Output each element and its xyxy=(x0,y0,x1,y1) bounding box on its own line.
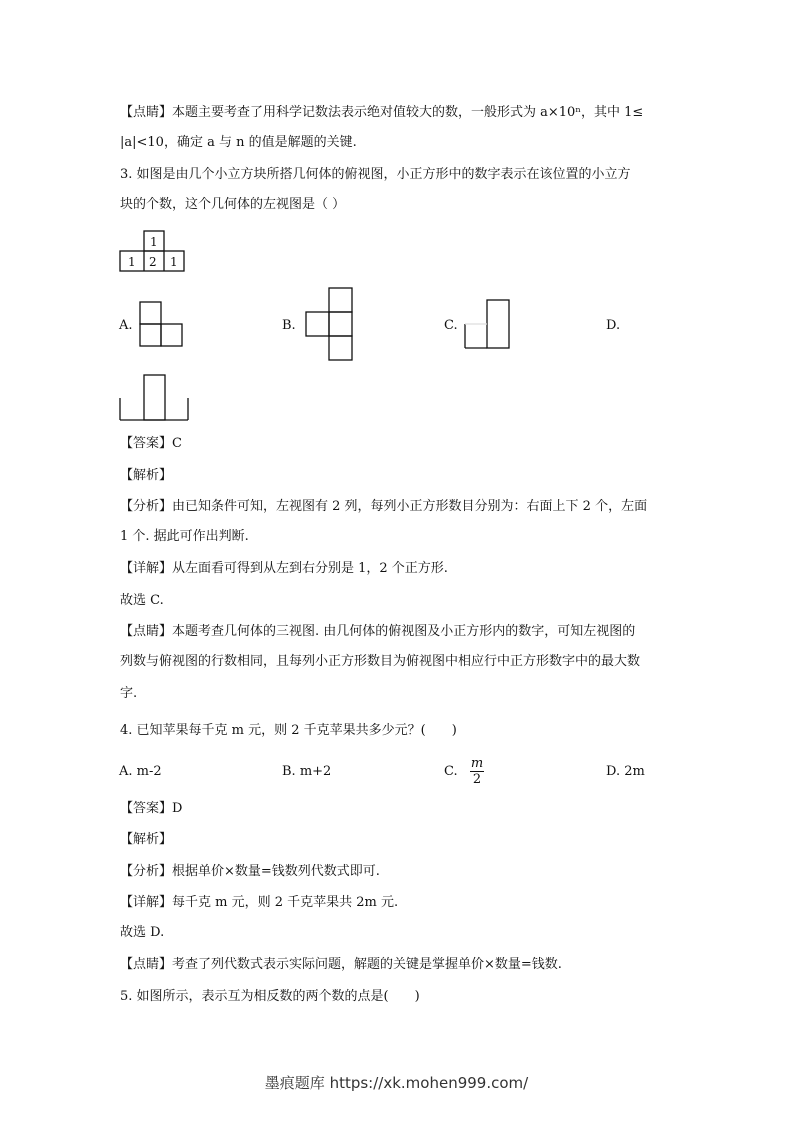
comment: 【点睛】考查了列代数式表示实际问题，解题的关键是掌握单价×数量=钱数. xyxy=(120,957,562,972)
answer: 【答案】D xyxy=(120,801,183,816)
fraction-numerator: m xyxy=(470,756,484,771)
footer-watermark: 墨痕题库 https://xk.mohen999.com/ xyxy=(264,1074,529,1092)
option-a-figure xyxy=(138,300,190,350)
analysis-heading: 【解析】 xyxy=(120,832,173,847)
option-b-label: B. xyxy=(282,318,296,333)
option-b: B. m+2 xyxy=(282,764,332,779)
option-c-label: C. xyxy=(444,318,458,333)
option-d-figure xyxy=(118,372,192,422)
detail: 【详解】从左面看可得到从左到右分别是 1，2 个正方形. xyxy=(120,561,448,576)
comment: 列数与俯视图的行数相同，且每列小正方形数目为俯视图中相应行中正方形数字中的最大数 xyxy=(120,654,641,669)
option-d: D. 2m xyxy=(606,764,645,779)
choice: 故选 D. xyxy=(120,925,165,940)
grid-cell: 1 xyxy=(128,255,136,269)
text-line: 【点睛】本题主要考查了用科学记数法表示绝对值较大的数，一般形式为 a×10ⁿ，其中 1≤ xyxy=(120,105,644,120)
detail: 【详解】每千克 m 元，则 2 千克苹果共 2m 元. xyxy=(120,895,399,910)
answer: 【答案】C xyxy=(120,436,182,451)
question-4: 4. 已知苹果每千克 m 元，则 2 千克苹果共多少元？( ) xyxy=(120,723,457,738)
option-a-label: A. xyxy=(119,318,133,333)
analysis: 【分析】由已知条件可知，左视图有 2 列，每列小正方形数目分别为：右面上下 2 个，左面 xyxy=(120,499,648,514)
choice: 故选 C. xyxy=(120,593,164,608)
comment: 字. xyxy=(120,686,138,701)
analysis-heading: 【解析】 xyxy=(120,468,173,483)
option-c-fraction xyxy=(470,756,484,787)
grid-cell: 2 xyxy=(149,255,157,269)
fraction-denominator: 2 xyxy=(472,772,482,787)
option-d-label: D. xyxy=(606,318,621,333)
option-c-figure xyxy=(462,298,518,350)
option-a: A. m-2 xyxy=(119,764,162,779)
question-3: 3. 如图是由几个小立方块所搭几何体的俯视图，小正方形中的数字表示在该位置的小立方 xyxy=(120,167,631,182)
text-line: |a|<10，确定 a 与 n 的值是解题的关键. xyxy=(120,135,357,150)
option-b-figure xyxy=(300,286,356,362)
grid-cell-top: 1 xyxy=(150,235,158,249)
option-c-label: C. xyxy=(444,764,458,779)
analysis: 1 个. 据此可作出判断. xyxy=(120,529,249,544)
analysis: 【分析】根据单价×数量=钱数列代数式即可. xyxy=(120,864,380,879)
grid-cell: 1 xyxy=(170,255,178,269)
question-5: 5. 如图所示，表示互为相反数的两个数的点是( ) xyxy=(120,989,420,1004)
comment: 【点睛】本题考查几何体的三视图. 由几何体的俯视图及小正方形内的数字，可知左视图的 xyxy=(120,624,636,639)
top-view-grid-figure xyxy=(118,230,190,276)
text-line: 块的个数，这个几何体的左视图是（ ） xyxy=(120,197,346,212)
